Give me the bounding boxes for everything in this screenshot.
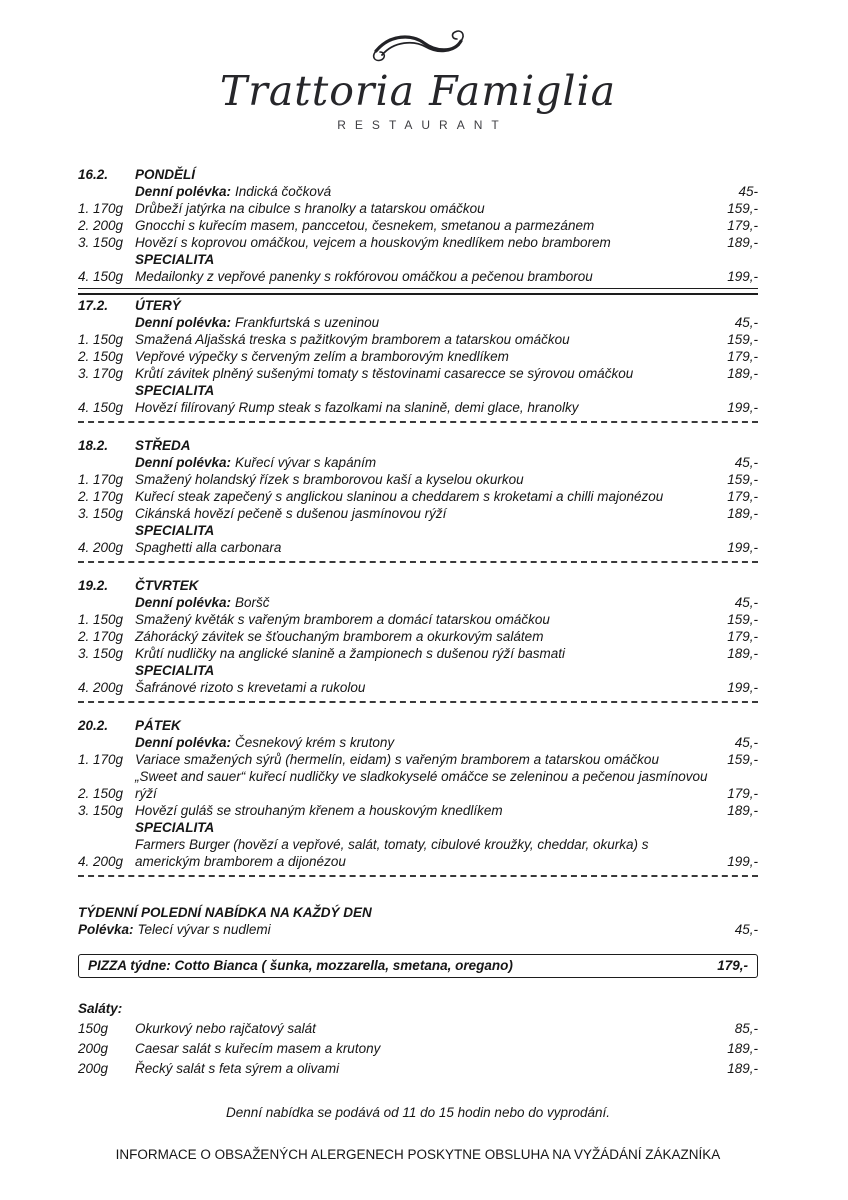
- item-number-weight: 4. 200g: [78, 854, 124, 869]
- salad-row: [78, 1019, 758, 1039]
- item-price: 179,-: [727, 349, 758, 364]
- item-desc-line2: americkým bramborem a dijonézou: [135, 854, 346, 869]
- specialita-label: SPECIALITA: [135, 252, 215, 267]
- item-number-weight: 3. 150g: [78, 803, 124, 818]
- specialita-row: [78, 382, 758, 399]
- weekly-title: TÝDENNÍ POLEDNÍ NABÍDKA NA KAŽDÝ DEN: [78, 905, 372, 920]
- soup-price: 45,-: [734, 455, 758, 470]
- menu-item-row: [78, 348, 758, 365]
- restaurant-logo: [78, 26, 758, 132]
- item-price: 199,-: [727, 540, 758, 555]
- item-price: 189,-: [727, 366, 758, 381]
- day-section-tuesday: [78, 297, 758, 416]
- day-name: STŘEDA: [135, 438, 191, 453]
- salad-desc: Okurkový nebo rajčatový salát: [135, 1021, 316, 1036]
- item-price: 199,-: [727, 680, 758, 695]
- day-section-wednesday: [78, 437, 758, 556]
- soup-label: Denní polévka:: [135, 735, 232, 750]
- item-price: 179,-: [727, 629, 758, 644]
- item-desc: Vepřové výpečky s červeným zelím a bramborovým knedlíkem: [135, 349, 509, 364]
- soup-row: [78, 314, 758, 331]
- item-number-weight: 1. 170g: [78, 472, 124, 487]
- item-desc: Smažený květák s vařeným bramborem a domácí tatarskou omáčkou: [135, 612, 550, 627]
- menu-item-special-row: [78, 539, 758, 556]
- pizza-price: 179,-: [717, 958, 748, 973]
- pizza-label: PIZZA týdne: Cotto Bianca ( šunka, mozzarella, smetana, oregano): [88, 958, 513, 973]
- salad-weight: 200g: [78, 1061, 109, 1076]
- menu-item-special-row: [78, 679, 758, 696]
- day-header: [78, 166, 758, 183]
- dashed-separator: [78, 701, 758, 703]
- menu-item-special-row: [78, 836, 758, 870]
- item-desc: Drůbeží jatýrka na cibulce s hranolky a tatarskou omáčkou: [135, 201, 485, 216]
- soup-name: Indická čočková: [235, 184, 332, 199]
- item-number-weight: 2. 150g: [78, 786, 124, 801]
- menu-item-row: [78, 751, 758, 768]
- serving-hours-note: Denní nabídka se podává od 11 do 15 hodin nebo do vyprodání.: [225, 1105, 611, 1120]
- weekly-soup-label: Polévka:: [78, 922, 134, 937]
- salad-price: 189,-: [727, 1061, 758, 1076]
- item-price: 179,-: [727, 489, 758, 504]
- item-number-weight: 3. 150g: [78, 506, 124, 521]
- item-desc: Kuřecí steak zapečený s anglickou slaninou a cheddarem s kroketami a chilli majonézou: [135, 489, 664, 504]
- item-number-weight: 3. 170g: [78, 366, 124, 381]
- restaurant-name: Trattoria Famiglia: [219, 67, 617, 115]
- menu-item-row: [78, 802, 758, 819]
- item-price: 189,-: [727, 803, 758, 818]
- item-price: 159,-: [727, 752, 758, 767]
- soup-label: Denní polévka:: [135, 595, 232, 610]
- restaurant-subtitle: RESTAURANT: [337, 118, 508, 132]
- soup-price: 45,-: [734, 595, 758, 610]
- soup-label: Denní polévka:: [135, 315, 232, 330]
- item-desc: Medailonky z vepřové panenky s rokfórovou omáčkou a pečenou bramborou: [135, 269, 593, 284]
- item-number-weight: 1. 170g: [78, 752, 124, 767]
- item-desc: Cikánská hovězí pečeně s dušenou jasmínovou rýží: [135, 506, 447, 521]
- dashed-separator: [78, 561, 758, 563]
- soup-name: Kuřecí vývar s kapáním: [235, 455, 377, 470]
- salad-price: 85,-: [734, 1021, 758, 1036]
- day-section-friday: [78, 717, 758, 870]
- item-number-weight: 4. 200g: [78, 540, 124, 555]
- item-price: 189,-: [727, 646, 758, 661]
- menu-item-row: [78, 200, 758, 217]
- item-number-weight: 2. 200g: [78, 218, 124, 233]
- salads-title: Saláty:: [78, 1001, 123, 1016]
- menu-item-row: [78, 331, 758, 348]
- item-desc: Spaghetti alla carbonara: [135, 540, 282, 555]
- menu-item-row: [78, 365, 758, 382]
- item-number-weight: 1. 170g: [78, 201, 124, 216]
- item-price: 199,-: [727, 854, 758, 869]
- soup-row: [78, 454, 758, 471]
- day-header: [78, 297, 758, 314]
- day-date: 20.2.: [78, 718, 109, 733]
- soup-label: Denní polévka:: [135, 184, 232, 199]
- item-price: 199,-: [727, 400, 758, 415]
- soup-name: Boršč: [235, 595, 270, 610]
- menu-item-row: [78, 611, 758, 628]
- item-number-weight: 4. 150g: [78, 269, 124, 284]
- item-number-weight: 2. 170g: [78, 629, 124, 644]
- item-desc: Hovězí filírovaný Rump steak s fazolkami na slanině, demi glace, hranolky: [135, 400, 579, 415]
- item-desc: Smažená Aljašská treska s pažitkovým bramborem a tatarskou omáčkou: [135, 332, 570, 347]
- menu-item-special-row: [78, 268, 758, 285]
- menu-item-row: [78, 471, 758, 488]
- soup-name: Česnekový krém s krutony: [235, 735, 395, 750]
- soup-row: [78, 594, 758, 611]
- menu-item-row: [78, 645, 758, 662]
- item-number-weight: 2. 150g: [78, 349, 124, 364]
- salads-section: [78, 999, 758, 1079]
- specialita-row: [78, 662, 758, 679]
- soup-label: Denní polévka:: [135, 455, 232, 470]
- day-date: 18.2.: [78, 438, 109, 453]
- item-number-weight: 4. 200g: [78, 680, 124, 695]
- item-price: 179,-: [727, 786, 758, 801]
- specialita-label: SPECIALITA: [135, 820, 215, 835]
- item-number-weight: 1. 150g: [78, 332, 124, 347]
- soup-row: [78, 734, 758, 751]
- item-price: 199,-: [727, 269, 758, 284]
- day-date: 16.2.: [78, 167, 109, 182]
- solid-separator: [78, 288, 758, 295]
- day-header: [78, 717, 758, 734]
- item-desc: Gnocchi s kuřecím masem, panccetou, česnekem, smetanou a parmezánem: [135, 218, 595, 233]
- item-number-weight: 2. 170g: [78, 489, 124, 504]
- salad-price: 189,-: [727, 1041, 758, 1056]
- item-number-weight: 1. 150g: [78, 612, 124, 627]
- salad-row: [78, 1039, 758, 1059]
- soup-price: 45-: [738, 184, 758, 199]
- item-desc: Záhorácký závitek se šťouchaným bramborem a okurkovým salátem: [135, 629, 544, 644]
- pizza-of-week-box: [78, 954, 758, 978]
- day-name: ČTVRTEK: [135, 578, 199, 593]
- day-header: [78, 577, 758, 594]
- menu-item-row: [78, 628, 758, 645]
- item-price: 159,-: [727, 472, 758, 487]
- specialita-row: [78, 251, 758, 268]
- day-date: 19.2.: [78, 578, 109, 593]
- salad-desc: Caesar salát s kuřecím masem a krutony: [135, 1041, 381, 1056]
- item-desc: „Sweet and sauer“ kuřecí nudličky ve sladkokyselé omáčce se zeleninou a pečenou jasmínovou rýží: [135, 769, 708, 801]
- day-date: 17.2.: [78, 298, 109, 313]
- day-section-monday: [78, 166, 758, 285]
- item-desc-line1: Farmers Burger (hovězí a vepřové, salát, tomaty, cibulové kroužky, cheddar, okurka) s: [135, 837, 649, 852]
- item-desc: Krůtí nudličky na anglické slanině a žampionech s dušenou rýží basmati: [135, 646, 565, 661]
- weekly-soup-name: Telecí vývar s nudlemi: [137, 922, 271, 937]
- day-section-thursday: [78, 577, 758, 696]
- day-name: PONDĚLÍ: [135, 167, 196, 182]
- menu-item-special-row: [78, 399, 758, 416]
- item-price: 159,-: [727, 612, 758, 627]
- specialita-label: SPECIALITA: [135, 663, 215, 678]
- weekly-offer-section: [78, 904, 758, 938]
- salad-weight: 200g: [78, 1041, 109, 1056]
- specialita-label: SPECIALITA: [135, 523, 215, 538]
- item-desc: Smažený holandský řízek s bramborovou kaší a kyselou okurkou: [135, 472, 524, 487]
- item-desc: Šafránové rizoto s krevetami a rukolou: [135, 680, 366, 695]
- specialita-label: SPECIALITA: [135, 383, 215, 398]
- specialita-row: [78, 819, 758, 836]
- menu-item-row: [78, 234, 758, 251]
- soup-row: [78, 183, 758, 200]
- item-price: 159,-: [727, 332, 758, 347]
- menu-item-row: [78, 505, 758, 522]
- item-number-weight: 3. 150g: [78, 646, 124, 661]
- day-name: ÚTERÝ: [135, 298, 181, 313]
- item-price: 179,-: [727, 218, 758, 233]
- item-desc: Krůtí závitek plněný sušenými tomaty s těstovinami casarecce se sýrovou omáčkou: [135, 366, 634, 381]
- day-header: [78, 437, 758, 454]
- item-desc: Hovězí s koprovou omáčkou, vejcem a houskovým knedlíkem nebo bramborem: [135, 235, 611, 250]
- item-desc: Hovězí guláš se strouhaným křenem a houskovým knedlíkem: [135, 803, 503, 818]
- allergen-info: INFORMACE O OBSAŽENÝCH ALERGENECH POSKYTNE OBSLUHA NA VYŽÁDÁNÍ ZÁKAZNÍKA: [115, 1147, 721, 1162]
- menu-item-row: [78, 768, 758, 802]
- item-number-weight: 3. 150g: [78, 235, 124, 250]
- item-price: 189,-: [727, 506, 758, 521]
- soup-price: 45,-: [734, 315, 758, 330]
- item-price: 189,-: [727, 235, 758, 250]
- soup-price: 45,-: [734, 735, 758, 750]
- item-price: 159,-: [727, 201, 758, 216]
- day-name: PÁTEK: [135, 718, 181, 733]
- menu-item-row: [78, 488, 758, 505]
- salad-desc: Řecký salát s feta sýrem a olivami: [135, 1061, 340, 1076]
- dashed-separator: [78, 421, 758, 423]
- specialita-row: [78, 522, 758, 539]
- weekly-soup-row: [78, 921, 758, 938]
- item-desc: [135, 836, 727, 870]
- item-desc: Variace smažených sýrů (hermelín, eidam) s vařeným bramborem a tatarskou omáčkou: [135, 752, 659, 767]
- weekly-soup-price: 45,-: [734, 922, 758, 937]
- salad-row: [78, 1059, 758, 1079]
- logo-flourish-icon: [366, 26, 470, 66]
- item-number-weight: 4. 150g: [78, 400, 124, 415]
- soup-name: Frankfurtská s uzeninou: [235, 315, 380, 330]
- menu-item-row: [78, 217, 758, 234]
- dashed-separator: [78, 875, 758, 877]
- salad-weight: 150g: [78, 1021, 109, 1036]
